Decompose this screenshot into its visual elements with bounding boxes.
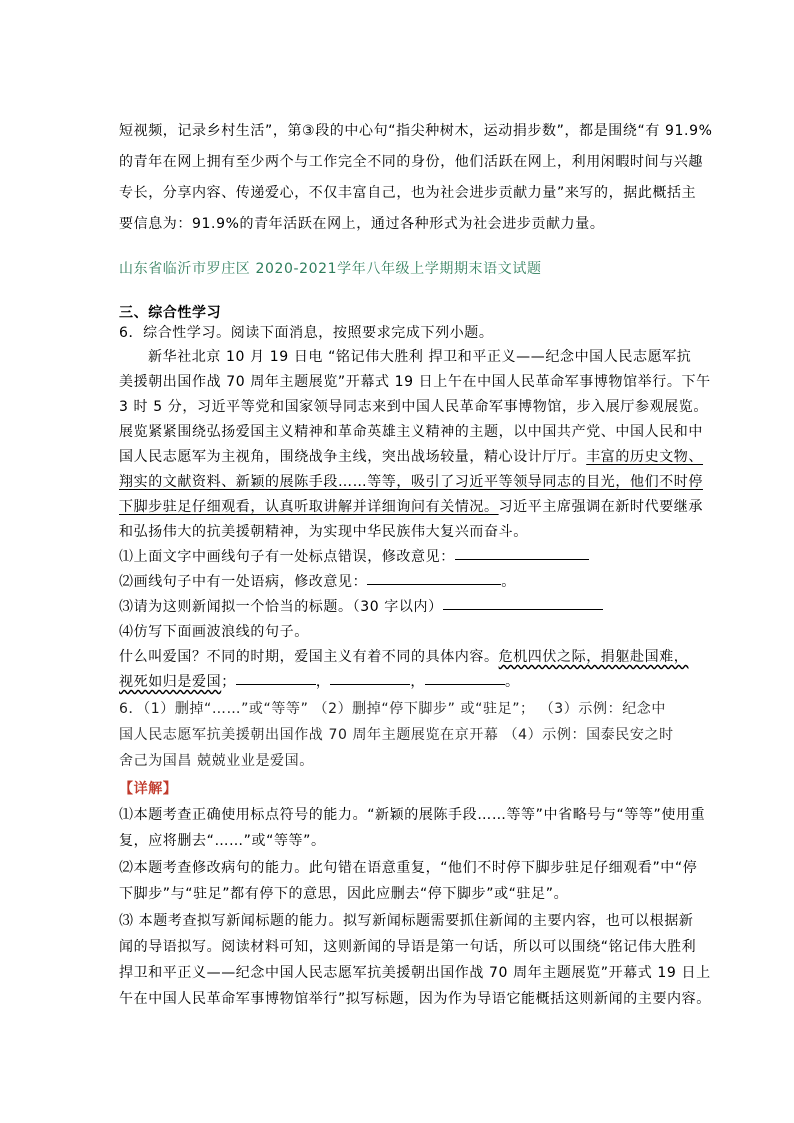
subq-3-text: ⑶请为这则新闻拟一个恰当的标题。（30 字以内） [119,599,443,615]
answer-blank-2[interactable] [367,584,501,585]
subq-2 [119,571,516,591]
detail-line-3: ⑵本题考查修改病句的能力。此句错在语意重复，“他们不时停下脚步驻足仔细观看”中“停 [119,860,698,876]
comma-2: ， [410,674,426,690]
underlined-sentence-end: 下脚步驻足仔细观看，认真听取讲解并详细询问有关情况。 [119,499,499,515]
question-intro: 6．综合性学习。阅读下面消息，按照要求完成下列小题。 [119,325,494,341]
prev-line-1: 短视频，记录乡村生活”，第③段的中心句“指尖种树木，运动捐步数”，都是围绕“有 91.9% [119,123,713,139]
wavy-sentence-end: 视死如归是爱国 [119,674,222,690]
wavy-line-1 [119,646,688,666]
detail-heading: 【详解】 [119,781,178,797]
news-line-7-plain: 习近平主席强调在新时代要继承 [498,499,704,515]
prev-line-4: 要信息为：91.9%的青年活跃在网上，通过各种形式为社会进步贡献力量。 [119,216,605,232]
subq-1-text: ⑴上面文字中画线句子有一处标点错误，修改意见： [119,549,455,565]
detail-line-8: 午在中国人民革命军事博物馆举行”拟写标题，因为作为导语它能概括这则新闻的主要内容。 [119,991,711,1007]
answer-line-2: 国人民志愿军抗美援朝出国作战 70 周年主题展览在京开幕 （4）示例：国泰民安之时 [119,727,674,743]
news-line-8: 和弘扬伟大的抗美援朝精神，为实现中华民族伟大复兴而奋斗。 [119,524,528,540]
detail-line-5: ⑶ 本题考查拟写新闻标题的能力。拟写新闻标题需要抓住新闻的主要内容，也可以根据新 [119,913,694,929]
subq-3 [119,596,603,616]
semicolon: ； [221,674,236,690]
news-line-4: 展览紧紧围绕弘扬爱国主义精神和革命英雄主义精神的主题，以中国共产党、中国人民和中 [119,424,703,440]
wavy-line-2 [119,671,520,691]
wavy-sentence-start: 危机四伏之际，捐躯赴国难， [498,649,689,665]
detail-line-7: 捍卫和平正义——纪念中国人民志愿军抗美援朝出国作战 70 周年主题展览”开幕式 19 日上 [119,965,711,981]
imitation-blank-1[interactable] [236,684,316,685]
prev-line-3: 专长，分享内容、传递爱心，不仅丰富自己，也为社会进步贡献力量”来写的，据此概括主 [119,185,697,201]
answer-blank-1[interactable] [455,559,589,560]
underlined-sentence-middle: 翔实的文献资料、新颖的展陈手段……等等，吸引了习近平等领导同志的目光，他们不时停 [119,474,703,490]
detail-line-2: 复，应将删去“……”或“等等”。 [119,833,326,849]
imitation-blank-3[interactable] [425,684,505,685]
detail-line-1: ⑴本题考查正确使用标点符号的能力。“新颖的展陈手段……等等”中省略号与“等等”使用重 [119,807,706,823]
news-line-5 [119,446,703,466]
subq-1 [119,546,589,566]
news-line-7 [119,496,703,516]
detail-line-4: 下脚步”与“驻足”都有停下的意思，因此应删去“停下脚步”或“驻足”。 [119,886,569,902]
detail-line-6: 闻的导语拟写。阅读材料可知，这则新闻的导语是第一句话，所以可以围绕“铭记伟大胜利 [119,939,697,955]
answer-line-1: 6．（1）删掉“……”或“等等” （2）删掉“停下脚步” 或“驻足”； （3）示例：纪念中 [119,701,667,717]
answer-blank-3[interactable] [443,609,603,610]
news-line-5-plain: 国人民志愿军为主视角，围绕战争主线，突出战场较量，精心设计厅厅。 [119,449,587,465]
news-line-2: 美援朝出国作战 70 周年主题展览”开幕式 19 日上午在中国人民革命军事博物馆举行。下午 [119,374,711,390]
comma-1: ， [315,674,331,690]
imitation-blank-2[interactable] [330,684,410,685]
answer-line-3: 舍己为国昌 兢兢业业是爱国。 [119,753,314,769]
prev-line-2: 的青年在网上拥有至少两个与工作完全不同的身份，他们活跃在网上，利用闲暇时间与兴趣 [119,154,703,170]
source-title: 山东省临沂市罗庄区 2020-2021学年八年级上学期期末语文试题 [119,261,542,277]
news-line-1: 新华社北京 10 月 19 日电 “铭记伟大胜利 捍卫和平正义——纪念中国人民志愿军抗 [148,349,692,365]
wavy-line-1-plain: 什么叫爱国？不同的时期，爱国主义有着不同的具体内容。 [119,649,499,665]
subq-2-period: 。 [501,574,516,590]
subq-4: ⑷仿写下面画波浪线的句子。 [119,624,309,640]
underlined-sentence-start: 丰富的历史文物、 [586,449,704,465]
end-period: 。 [505,674,520,690]
section-heading: 三、综合性学习 [119,305,222,321]
subq-2-text: ⑵画线句子中有一处语病，修改意见： [119,574,368,590]
news-line-3: 3 时 5 分，习近平等党和国家领导同志来到中国人民革命军事博物馆，步入展厅参观展览。 [119,399,708,415]
